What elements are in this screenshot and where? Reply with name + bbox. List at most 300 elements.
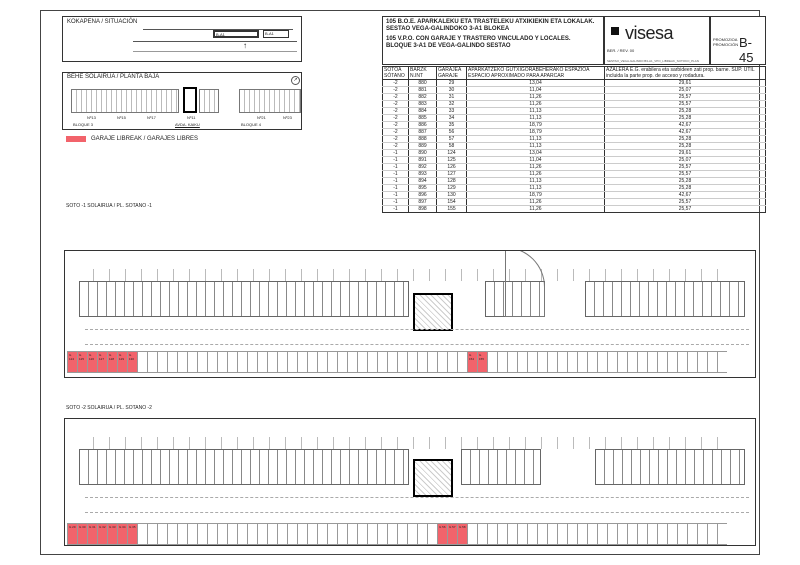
parking-spot — [285, 269, 301, 281]
parking-spot — [333, 437, 349, 449]
table-cell: 25,57 — [605, 206, 766, 213]
table-header: SOTOA SÓTANO — [383, 67, 409, 80]
table-cell: 885 — [409, 115, 437, 122]
parking-spot — [177, 351, 187, 373]
parking-spot — [387, 351, 397, 373]
parking-spot — [367, 351, 377, 373]
table-header: APARKATZEKO GUTXIGORABEHERAKO ESPAZIOA ESPACIO APROXIMADO PARA APARCAR — [467, 67, 605, 80]
table-row — [383, 150, 766, 157]
title-line-3: 105 V.P.O. CON GARAJE Y TRASTERO VINCULADO Y LOCALES. — [386, 36, 571, 42]
table-header: AZALERA E.G. erabilera eta sarbideen zati prop. barne. SUP. ÚTIL incluida la parte prop. de acceso y rodadura. — [605, 67, 766, 80]
parking-spot — [257, 523, 267, 545]
parking-spot — [227, 523, 237, 545]
table-cell: 127 — [437, 171, 467, 178]
location-block-secondary: B-A1 — [263, 30, 289, 38]
title-block — [382, 16, 604, 65]
parking-spot — [437, 351, 447, 373]
parking-spot — [397, 523, 407, 545]
parking-spot — [187, 523, 197, 545]
table-row — [383, 164, 766, 171]
table-cell: 25,57 — [605, 171, 766, 178]
parking-spot — [237, 351, 247, 373]
free-garage-spot: G 130 — [127, 351, 137, 373]
storage-rooms-right — [595, 449, 745, 485]
parking-spot — [445, 269, 461, 281]
free-garage-spot: G 129 — [117, 351, 127, 373]
table-cell: -1 — [383, 206, 409, 213]
parking-spot — [337, 351, 347, 373]
table-row — [383, 206, 766, 213]
table-cell: 11,13 — [467, 185, 605, 192]
core-highlight — [183, 87, 197, 113]
parking-spot — [221, 437, 237, 449]
table-cell: 18,79 — [467, 129, 605, 136]
table-cell: 56 — [437, 129, 467, 136]
free-garage-spot: G 30 — [77, 523, 87, 545]
ground-block-3 — [71, 89, 179, 113]
table-cell: -2 — [383, 108, 409, 115]
parking-spot — [573, 269, 589, 281]
free-garage-spot: G 35 — [127, 523, 137, 545]
table-row — [383, 94, 766, 101]
parking-spot — [205, 437, 221, 449]
parking-spot — [157, 269, 173, 281]
parking-spot — [677, 523, 687, 545]
table-cell: 25,28 — [605, 115, 766, 122]
table-cell: 25,57 — [605, 199, 766, 206]
parking-spot — [397, 269, 413, 281]
parking-spot — [557, 523, 567, 545]
parking-spot — [617, 351, 627, 373]
parking-spot — [573, 437, 589, 449]
parking-spot — [577, 351, 587, 373]
parking-spot — [307, 523, 317, 545]
parking-spot — [717, 269, 733, 281]
parking-spot — [621, 437, 637, 449]
parking-spot — [657, 523, 667, 545]
parking-spot — [269, 269, 285, 281]
access-ramp — [505, 250, 545, 317]
parking-spot — [197, 351, 207, 373]
table-cell: 888 — [409, 136, 437, 143]
table-cell: 11,13 — [467, 108, 605, 115]
parking-spot — [407, 351, 417, 373]
table-cell: 30 — [437, 87, 467, 94]
parking-spot — [413, 269, 429, 281]
parking-spot — [589, 269, 605, 281]
table-header: BARZK N.INT — [409, 67, 437, 80]
parking-spot — [557, 437, 573, 449]
table-cell: -2 — [383, 129, 409, 136]
parking-spot — [317, 269, 333, 281]
parking-spot — [397, 437, 413, 449]
parking-spot — [227, 351, 237, 373]
revision: BER. / REV. 00 — [607, 48, 635, 53]
table-cell: -2 — [383, 101, 409, 108]
parking-spot — [669, 269, 685, 281]
parking-spot — [297, 523, 307, 545]
table-cell: 25,28 — [605, 136, 766, 143]
parking-spot — [253, 269, 269, 281]
driveway — [85, 329, 749, 345]
table-cell: 889 — [409, 143, 437, 150]
table-cell: 11,13 — [467, 143, 605, 150]
table-cell: -2 — [383, 80, 409, 87]
parking-spot — [407, 523, 417, 545]
table-cell: 42,67 — [605, 122, 766, 129]
parking-spot — [125, 437, 141, 449]
parking-spot — [507, 351, 517, 373]
parking-spot — [187, 351, 197, 373]
parking-spot — [377, 351, 387, 373]
location-label: KOKAPENA / SITUACIÓN — [67, 19, 138, 25]
parking-spot — [93, 269, 109, 281]
table-cell: 884 — [409, 108, 437, 115]
parking-spot — [607, 523, 617, 545]
parking-spot — [367, 523, 377, 545]
free-garage-spot: G 58 — [457, 523, 467, 545]
parking-spot — [357, 523, 367, 545]
parking-spot — [237, 523, 247, 545]
table-cell: 130 — [437, 192, 467, 199]
stair-core — [413, 293, 453, 331]
parking-spot — [157, 523, 167, 545]
parking-spot — [541, 437, 557, 449]
parking-spot — [109, 437, 125, 449]
table-cell: 124 — [437, 150, 467, 157]
parking-spot — [461, 269, 477, 281]
table-cell: 895 — [409, 185, 437, 192]
storage-rooms-left — [79, 281, 409, 317]
title-line-2: SESTAO VEGA-GALINDOKO 3-A1 BLOKEA — [386, 26, 510, 32]
parking-spot — [173, 269, 189, 281]
storage-rooms-mid — [461, 449, 541, 485]
parking-spot — [285, 437, 301, 449]
parking-spot — [257, 351, 267, 373]
parking-spot — [387, 523, 397, 545]
table-cell: 32 — [437, 101, 467, 108]
parking-spot — [707, 523, 717, 545]
parking-spot — [297, 351, 307, 373]
parking-spot — [637, 269, 653, 281]
table-cell: 11,26 — [467, 171, 605, 178]
parking-spot — [637, 437, 653, 449]
free-garage-spot: G 127 — [97, 351, 107, 373]
table-cell: -2 — [383, 136, 409, 143]
parking-spot — [647, 523, 657, 545]
table-cell: 154 — [437, 199, 467, 206]
table-cell: 894 — [409, 178, 437, 185]
table-cell: -1 — [383, 185, 409, 192]
parking-spot — [269, 437, 285, 449]
table-row — [383, 108, 766, 115]
parking-spot — [517, 523, 527, 545]
free-garage-spot: G 34 — [117, 523, 127, 545]
free-garage-spot: G 56 — [437, 523, 447, 545]
free-garage-spot: G 155 — [477, 351, 487, 373]
table-cell: 887 — [409, 129, 437, 136]
free-garage-spot: G 31 — [87, 523, 97, 545]
parking-spot — [447, 351, 457, 373]
table-cell: 11,26 — [467, 199, 605, 206]
storage-rooms-left — [79, 449, 409, 485]
parking-spot — [287, 523, 297, 545]
table-cell: 11,04 — [467, 157, 605, 164]
parking-spot — [537, 523, 547, 545]
parking-spot — [267, 523, 277, 545]
parking-spot — [507, 523, 517, 545]
parking-spot — [701, 269, 717, 281]
table-cell: 25,07 — [605, 157, 766, 164]
table-cell: 18,79 — [467, 122, 605, 129]
parking-spot — [137, 351, 147, 373]
parking-spot — [429, 437, 445, 449]
table-row — [383, 129, 766, 136]
parking-spot — [427, 523, 437, 545]
parking-spot — [397, 351, 407, 373]
plan-sotano-2-label: SOTO -2 SOLAIRUA / PL. SOTANO -2 — [66, 405, 152, 411]
parking-spot — [461, 437, 477, 449]
table-row — [383, 136, 766, 143]
parking-spot — [167, 523, 177, 545]
parking-spot — [597, 523, 607, 545]
parking-spot — [687, 523, 697, 545]
free-garage-spot: G 128 — [107, 351, 117, 373]
parking-spot — [109, 269, 125, 281]
table-cell: 881 — [409, 87, 437, 94]
plan-sotano-2 — [64, 418, 756, 546]
parking-spot — [701, 437, 717, 449]
parking-spot — [301, 437, 317, 449]
table-cell: 11,26 — [467, 94, 605, 101]
parking-spot — [301, 269, 317, 281]
parking-spot — [477, 523, 487, 545]
parking-spot — [147, 523, 157, 545]
file-path: SESTAO_VEGA-GALINDO B3-A1_VPO_LIBREAK_SOTOKO_PLAN — [607, 59, 699, 63]
table-cell: 11,13 — [467, 178, 605, 185]
table-row — [383, 87, 766, 94]
parking-spot — [157, 351, 167, 373]
parking-spot — [685, 269, 701, 281]
parking-spot — [605, 269, 621, 281]
parking-spot — [597, 351, 607, 373]
table-cell: 25,57 — [605, 101, 766, 108]
parking-spot — [349, 269, 365, 281]
table-cell: 125 — [437, 157, 467, 164]
table-cell: 155 — [437, 206, 467, 213]
table-cell: 34 — [437, 115, 467, 122]
parking-spot — [537, 351, 547, 373]
parking-spot — [365, 269, 381, 281]
parking-spot — [667, 351, 677, 373]
parking-spot — [527, 351, 537, 373]
parking-spot — [189, 269, 205, 281]
table-cell: 42,67 — [605, 192, 766, 199]
garage-table — [382, 66, 766, 213]
ground-floor-label: BEHE SOLAIRUA / PLANTA BAJA — [67, 74, 160, 80]
parking-spot — [207, 351, 217, 373]
table-cell: 29,61 — [605, 80, 766, 87]
table-cell: -1 — [383, 199, 409, 206]
parking-spot — [221, 269, 237, 281]
parking-spot — [627, 523, 637, 545]
parking-spot — [327, 523, 337, 545]
parking-spot — [413, 437, 429, 449]
table-cell: -2 — [383, 122, 409, 129]
table-cell: 11,13 — [467, 136, 605, 143]
ground-block-4 — [239, 89, 301, 113]
north-icon: ↗ — [291, 76, 300, 85]
table-cell: 891 — [409, 157, 437, 164]
north-arrow-icon: ↑ — [243, 41, 247, 50]
table-cell: 18,79 — [467, 192, 605, 199]
table-cell: -2 — [383, 115, 409, 122]
parking-spot — [141, 269, 157, 281]
free-garage-spot: G 154 — [467, 351, 477, 373]
table-row — [383, 143, 766, 150]
parking-spot — [577, 523, 587, 545]
table-cell: 25,57 — [605, 164, 766, 171]
parking-spot — [147, 351, 157, 373]
table-cell: 892 — [409, 164, 437, 171]
parking-spot — [207, 523, 217, 545]
parking-spot — [605, 437, 621, 449]
parking-spot — [617, 523, 627, 545]
parking-spot — [717, 437, 733, 449]
parking-spot — [247, 351, 257, 373]
parking-spot — [125, 269, 141, 281]
table-cell: 25,07 — [605, 87, 766, 94]
table-cell: 898 — [409, 206, 437, 213]
table-row — [383, 171, 766, 178]
table-row — [383, 101, 766, 108]
table-cell: 57 — [437, 136, 467, 143]
plan-sotano-1 — [64, 250, 756, 378]
location-block-main: B-A1 — [213, 30, 259, 38]
parking-spot — [137, 523, 147, 545]
parking-spot — [467, 523, 477, 545]
parking-spot — [377, 523, 387, 545]
parking-spot — [567, 523, 577, 545]
parking-spot — [365, 437, 381, 449]
table-cell: 11,13 — [467, 115, 605, 122]
parking-spot — [653, 269, 669, 281]
parking-spot — [677, 351, 687, 373]
table-cell: -1 — [383, 157, 409, 164]
table-row — [383, 178, 766, 185]
parking-spot — [317, 523, 327, 545]
promotion-code: B-45 — [739, 35, 754, 65]
parking-spot — [253, 437, 269, 449]
storage-rooms-right — [585, 281, 745, 317]
parking-spot — [157, 437, 173, 449]
free-garage-spot: G 33 — [107, 523, 117, 545]
parking-spot — [381, 437, 397, 449]
parking-spot — [349, 437, 365, 449]
parking-spot — [587, 523, 597, 545]
parking-spot — [141, 437, 157, 449]
table-cell: 897 — [409, 199, 437, 206]
parking-spot — [477, 269, 493, 281]
parking-spot — [217, 523, 227, 545]
parking-spot — [547, 351, 557, 373]
parking-spot — [697, 351, 707, 373]
table-cell: -1 — [383, 171, 409, 178]
parking-spot — [717, 523, 727, 545]
parking-spot — [493, 437, 509, 449]
parking-spot — [381, 269, 397, 281]
table-cell: 13,04 — [467, 150, 605, 157]
parking-row — [67, 523, 727, 545]
title-line-4: BLOQUE 3-A1 DE VEGA-GALINDO SESTAO — [386, 43, 511, 49]
parking-spot — [347, 523, 357, 545]
parking-spot — [429, 269, 445, 281]
parking-spot — [267, 351, 277, 373]
parking-spot — [445, 437, 461, 449]
parking-spot — [557, 351, 567, 373]
parking-spot — [509, 437, 525, 449]
table-row — [383, 199, 766, 206]
driveway — [85, 497, 749, 513]
table-cell: 11,26 — [467, 101, 605, 108]
parking-spot — [477, 437, 493, 449]
parking-spot — [277, 351, 287, 373]
table-cell: 129 — [437, 185, 467, 192]
parking-spot — [177, 523, 187, 545]
table-cell: 11,26 — [467, 164, 605, 171]
table-cell: 25,57 — [605, 94, 766, 101]
table-cell: 33 — [437, 108, 467, 115]
free-garage-spot: G 29 — [67, 523, 77, 545]
parking-spot — [647, 351, 657, 373]
parking-spot — [627, 351, 637, 373]
free-garage-spot: G 124 — [67, 351, 77, 373]
parking-spot — [685, 437, 701, 449]
table-cell: 31 — [437, 94, 467, 101]
table-row — [383, 122, 766, 129]
table-cell: 13,04 — [467, 80, 605, 87]
parking-spot — [697, 523, 707, 545]
parking-spot — [173, 437, 189, 449]
table-cell: -1 — [383, 192, 409, 199]
parking-spot — [277, 523, 287, 545]
parking-spot — [669, 437, 685, 449]
table-cell: -1 — [383, 178, 409, 185]
parking-spot — [167, 351, 177, 373]
parking-spot — [657, 351, 667, 373]
table-cell: 890 — [409, 150, 437, 157]
parking-spot — [637, 523, 647, 545]
table-cell: 128 — [437, 178, 467, 185]
parking-spot — [247, 523, 257, 545]
parking-spot — [487, 523, 497, 545]
parking-spot — [205, 269, 221, 281]
parking-spot — [557, 269, 573, 281]
table-cell: 126 — [437, 164, 467, 171]
table-cell: 886 — [409, 122, 437, 129]
table-header: GARAJEA GARAJE — [437, 67, 467, 80]
parking-spot — [717, 351, 727, 373]
parking-spot — [567, 351, 577, 373]
free-garage-spot: G 57 — [447, 523, 457, 545]
free-garage-spot: G 32 — [97, 523, 107, 545]
parking-spot — [525, 437, 541, 449]
stair-core — [413, 459, 453, 497]
parking-spot — [217, 351, 227, 373]
free-garage-spot: G 126 — [87, 351, 97, 373]
parking-spot — [307, 351, 317, 373]
parking-spot — [653, 437, 669, 449]
